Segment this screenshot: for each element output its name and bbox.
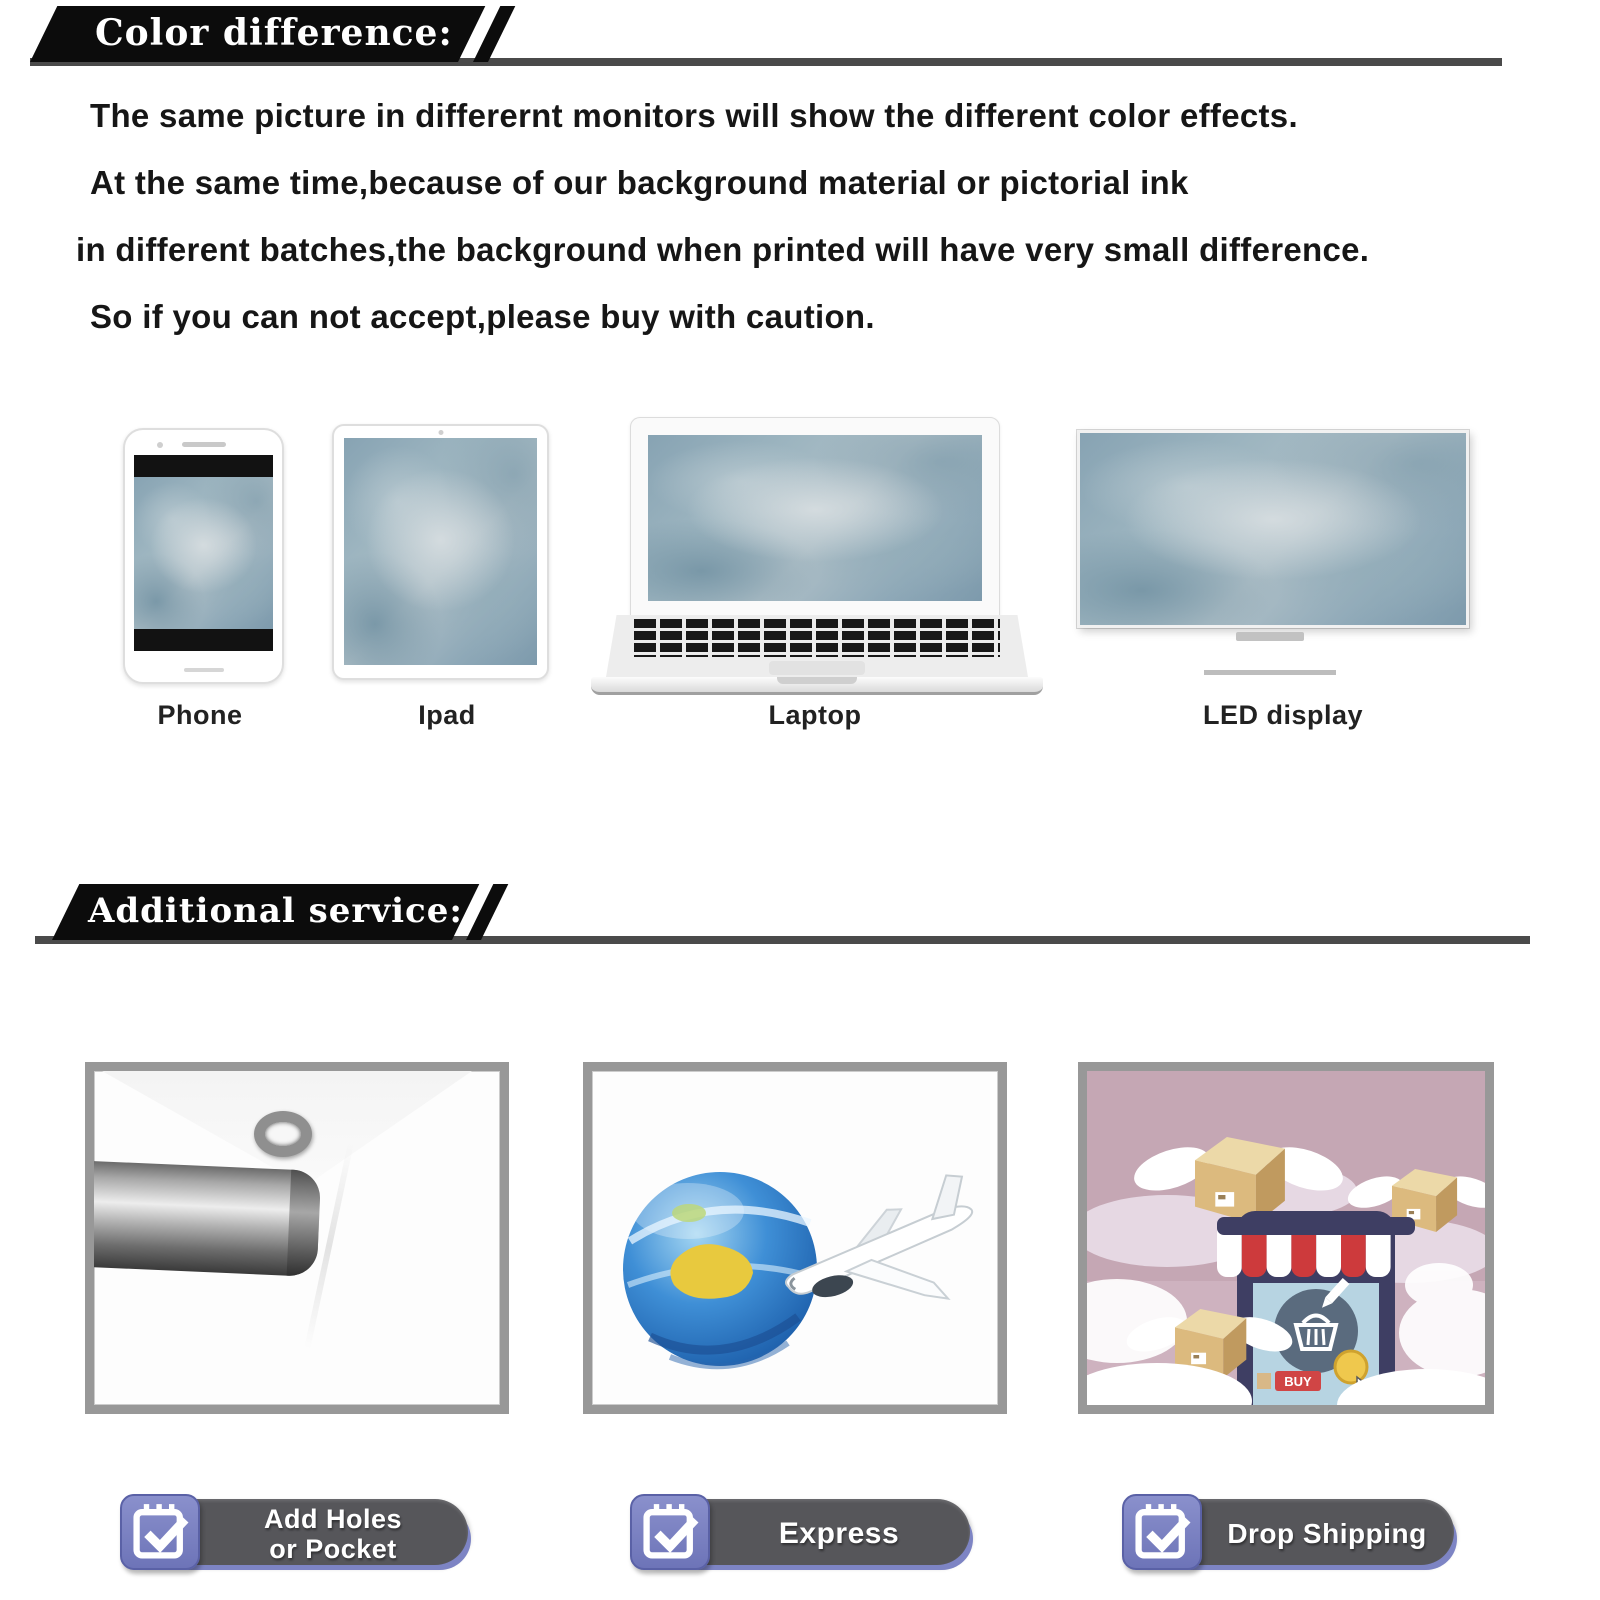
phone-screen xyxy=(134,455,273,651)
drop-shipping-label-line1: Drop Shipping xyxy=(1227,1518,1427,1549)
device-label-phone: Phone xyxy=(157,700,243,730)
add-holes-button[interactable] xyxy=(120,1494,468,1574)
drop-shipping-button[interactable] xyxy=(1122,1494,1454,1574)
color-difference-title: Color difference: xyxy=(95,12,453,54)
led-display-mockup xyxy=(1077,430,1469,628)
backdrop-preview-laptop xyxy=(648,435,982,601)
phone-mockup xyxy=(123,428,284,684)
led-display-stand-base xyxy=(1204,670,1336,675)
paragraph-line-2: At the same time,because of our background material or pictorial ink xyxy=(90,164,1189,201)
backdrop-preview-led xyxy=(1080,433,1466,625)
backdrop-preview-ipad xyxy=(344,438,537,665)
device-label-led-display: LED display xyxy=(1202,700,1364,730)
paragraph-line-3: in different batches,the background when printed will have very small difference. xyxy=(76,231,1370,268)
device-label-ipad: Ipad xyxy=(418,700,476,730)
led-display-stand-neck xyxy=(1236,632,1304,641)
checklist-check-icon xyxy=(1122,1494,1202,1570)
globe-airplane-illustration xyxy=(592,1071,998,1405)
ipad-camera-dot xyxy=(438,430,443,435)
express-button[interactable] xyxy=(630,1494,970,1574)
express-label-line1: Express xyxy=(778,1517,900,1550)
service-frame-add-holes xyxy=(85,1062,509,1414)
paragraph-line-4: So if you can not accept,please buy with caution. xyxy=(90,298,875,335)
add-holes-label-line1: Add Holes xyxy=(263,1504,402,1534)
phone-camera-dot xyxy=(157,442,163,448)
phone-home-indicator xyxy=(184,668,224,672)
laptop-mockup xyxy=(630,417,1000,617)
laptop-touchpad xyxy=(769,661,865,675)
svg-text:BUY: BUY xyxy=(1284,1374,1312,1389)
ipad-mockup xyxy=(332,424,549,680)
backdrop-stand-pole xyxy=(89,1161,321,1277)
additional-service-title: Additional service: xyxy=(88,891,463,931)
service-frame-drop-shipping xyxy=(1078,1062,1494,1414)
service-frame-express xyxy=(583,1062,1007,1414)
laptop-base xyxy=(591,677,1043,695)
paragraph-line-1: The same picture in differernt monitors will show the different color effects. xyxy=(90,97,1298,134)
device-label-laptop: Laptop xyxy=(768,700,862,730)
add-holes-label-line2: or Pocket xyxy=(269,1534,397,1564)
phone-speaker xyxy=(182,442,226,447)
checklist-check-icon xyxy=(120,1494,200,1570)
backdrop-preview-phone xyxy=(134,477,273,629)
storefront-awning xyxy=(1217,1217,1415,1277)
laptop-keyboard xyxy=(634,619,1000,657)
grommet-hole xyxy=(254,1111,312,1157)
checklist-check-icon xyxy=(630,1494,710,1570)
laptop-keyboard-deck xyxy=(606,615,1028,677)
coin-icon xyxy=(1335,1351,1367,1383)
drop-shipping-illustration xyxy=(1087,1071,1485,1405)
